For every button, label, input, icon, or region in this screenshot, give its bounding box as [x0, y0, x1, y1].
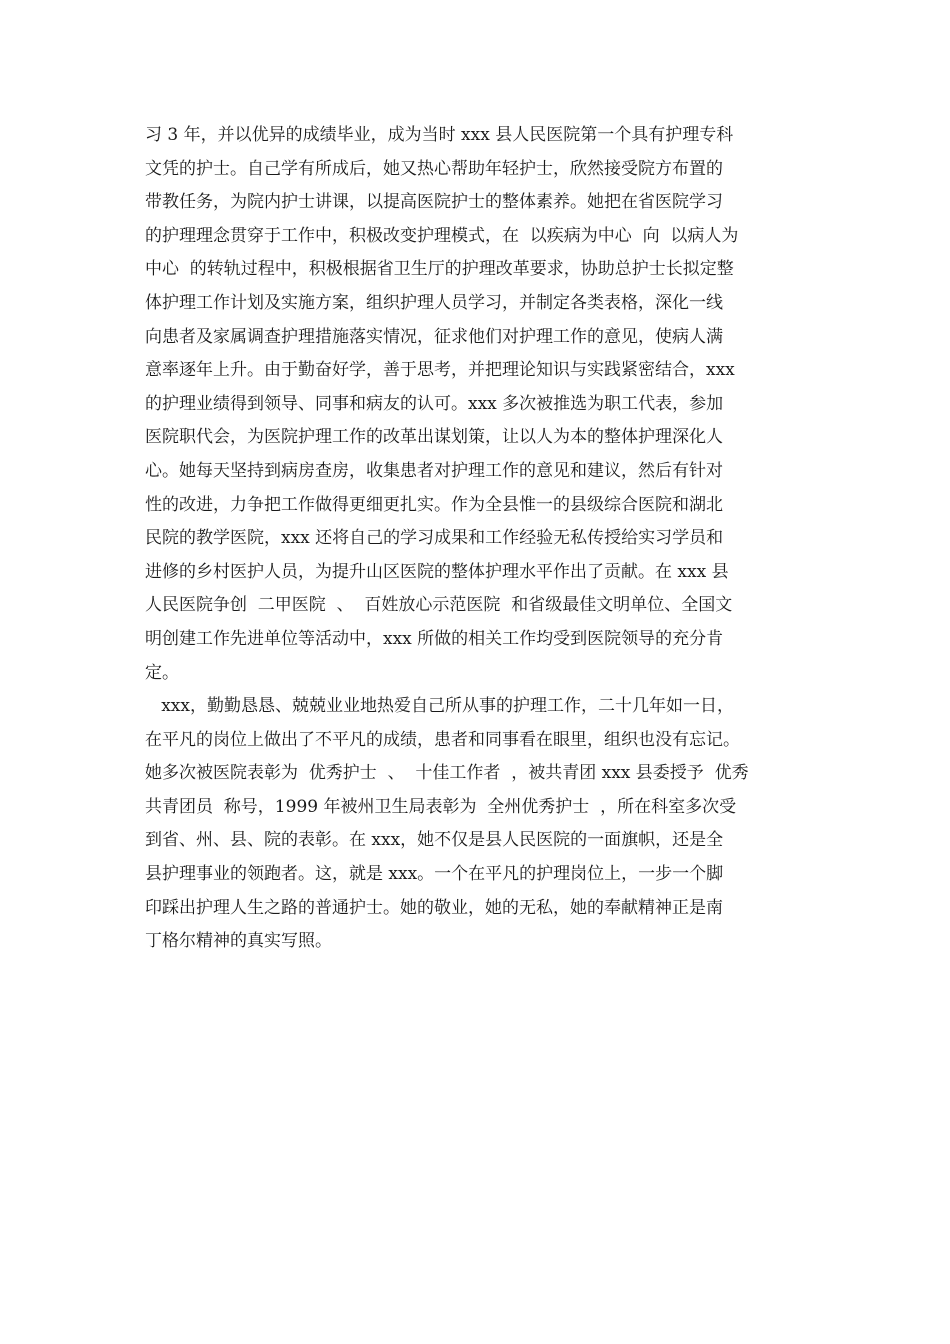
text-line: 县护理事业的领跑者。这，就是 xxx。一个在平凡的护理岗位上，一步一个脚 — [145, 864, 724, 885]
text-line: 到省、州、县、院的表彰。在 xxx，她不仅是县人民医院的一面旗帜，还是全 — [145, 830, 724, 851]
text-line: 进修的乡村医护人员，为提升山区医院的整体护理水平作出了贡献。在 xxx 县 — [145, 561, 729, 582]
text-line: 文凭的护士。自己学有所成后，她又热心帮助年轻护士，欣然接受院方布置的 — [145, 158, 723, 179]
text-line: 的护理理念贯穿于工作中，积极改变护理模式，在 以疾病为中心 向 以病人为 — [145, 225, 739, 246]
text-line: 意率逐年上升。由于勤奋好学，善于思考，并把理论知识与实践紧密结合，xxx — [145, 360, 735, 381]
text-line: 带教任务，为院内护士讲课，以提高医院护士的整体素养。她把在省医院学习 — [145, 192, 723, 213]
text-line: 医院职代会，为医院护理工作的改革出谋划策，让以人为本的整体护理深化人 — [145, 427, 723, 448]
text-line: 的护理业绩得到领导、同事和病友的认可。xxx 多次被推选为职工代表，参加 — [145, 393, 724, 414]
text-line: 共青团员 称号，1999 年被州卫生局表彰为 全州优秀护士 ，所在科室多次受 — [145, 796, 737, 817]
text-line: 明创建工作先进单位等活动中，xxx 所做的相关工作均受到医院领导的充分肯 — [145, 628, 724, 649]
text-line: xxx，勤勤恳恳、兢兢业业地热爱自己所从事的护理工作，二十几年如一日， — [145, 696, 734, 717]
text-line: 在平凡的岗位上做出了不平凡的成绩，患者和同事看在眼里，组织也没有忘记。 — [145, 729, 740, 750]
text-line: 心。她每天坚持到病房查房，收集患者对护理工作的意见和建议，然后有针对 — [145, 460, 723, 481]
text-line: 民院的教学医院，xxx 还将自己的学习成果和工作经验无私传授给实习学员和 — [145, 528, 724, 549]
text-line: 中心 的转轨过程中，积极根据省卫生厅的护理改革要求，协助总护士长拟定整 — [145, 259, 734, 280]
body-text — [145, 119, 815, 959]
text-line: 丁格尔精神的真实写照。 — [145, 931, 332, 952]
text-line: 印踩出护理人生之路的普通护士。她的敬业，她的无私，她的奉献精神正是南 — [145, 897, 723, 918]
text-line: 性的改进，力争把工作做得更细更扎实。作为全县惟一的县级综合医院和湖北 — [145, 494, 723, 515]
text-line: 定。 — [145, 662, 179, 683]
text-line: 人民医院争创 二甲医院 、 百姓放心示范医院 和省级最佳文明单位、全国文 — [145, 595, 733, 616]
text-line: 习 3 年，并以优异的成绩毕业，成为当时 xxx 县人民医院第一个具有护理专科 — [145, 125, 734, 145]
text-line: 体护理工作计划及实施方案，组织护理人员学习，并制定各类表格，深化一线 — [145, 292, 723, 313]
text-line: 向患者及家属调查护理措施落实情况，征求他们对护理工作的意见，使病人满 — [145, 326, 723, 347]
text-line: 她多次被医院表彰为 优秀护士 、 十佳工作者 ，被共青团 xxx 县委授予 优秀 — [145, 763, 749, 784]
